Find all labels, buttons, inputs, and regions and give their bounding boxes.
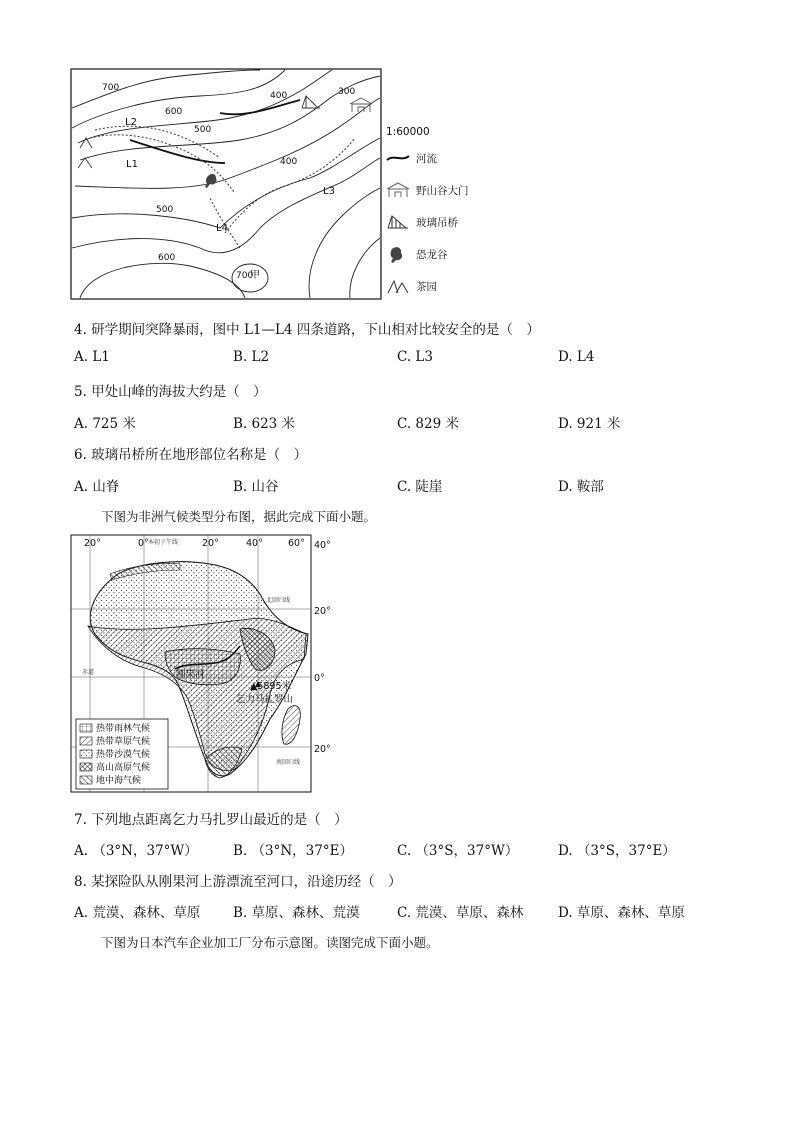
- q4-option-a[interactable]: A. L1: [74, 349, 110, 365]
- lat-label: 40°: [314, 540, 331, 551]
- river-icon: [386, 152, 410, 164]
- legend-savanna: 热带草原气候: [96, 737, 151, 747]
- contour-map: [70, 68, 382, 300]
- gate-icon: [386, 182, 410, 198]
- kilimanjaro-name: 乞力马扎罗山: [236, 694, 294, 705]
- route-label-L4: L4: [216, 223, 228, 234]
- legend-mediterranean: 地中海气候: [96, 776, 142, 786]
- q4-option-c[interactable]: C. L3: [397, 349, 433, 365]
- legend-item: 河流: [386, 148, 469, 168]
- lon-label: 60°: [288, 538, 305, 549]
- climate-legend: [76, 719, 168, 789]
- contour-label: 700: [102, 83, 120, 93]
- contour-label: 400: [270, 91, 288, 101]
- q4-option-b[interactable]: B. L2: [233, 349, 270, 365]
- q5-option-b[interactable]: B. 623 米: [233, 416, 296, 432]
- contour-label: 600: [165, 107, 183, 117]
- legend-highland: 高山高原气候: [96, 763, 151, 773]
- legend-rainforest: 热带雨林气候: [96, 724, 151, 734]
- question-6-stem: 6. 玻璃吊桥所在地形部位名称是（ ）: [74, 447, 308, 463]
- q8-option-b[interactable]: B. 草原、森林、荒漠: [233, 905, 360, 921]
- legend-item: 野山谷大门: [386, 180, 469, 200]
- legend-desert: 热带沙漠气候: [96, 750, 151, 760]
- question-8-stem: 8. 某探险队从刚果河上游漂流至河口，沿途历经（ ）: [74, 874, 402, 890]
- congo-river-label: 刚果河: [176, 669, 205, 680]
- prime-meridian-label: 本初子午线: [148, 539, 179, 546]
- q6-option-a[interactable]: A. 山脊: [74, 479, 120, 495]
- map1-legend: [386, 148, 469, 296]
- contour-label: 700: [236, 271, 254, 281]
- contour-label: 400: [280, 157, 298, 167]
- lon-label: 0°: [138, 538, 149, 549]
- contour-label: 300: [338, 87, 356, 97]
- lat-label: 20°: [314, 606, 331, 617]
- lon-label: 20°: [202, 538, 219, 549]
- africa-climate-map: [70, 534, 342, 794]
- question-7-stem: 7. 下列地点距离乞力马扎罗山最近的是（ ）: [74, 812, 348, 828]
- q4-option-d[interactable]: D. L4: [558, 349, 595, 365]
- lat-label: 20°: [314, 744, 331, 755]
- q8-option-a[interactable]: A. 荒漠、森林、草原: [74, 905, 201, 921]
- bridge-icon: [386, 214, 410, 230]
- legend-item: 茶园: [386, 276, 469, 296]
- peak-label: 甲: [250, 270, 260, 281]
- q5-option-d[interactable]: D. 921 米: [558, 416, 621, 432]
- route-label-L3: L3: [323, 186, 335, 197]
- intro-japan: 下图为日本汽车企业加工厂分布示意图。读图完成下面小题。: [101, 935, 439, 950]
- q5-option-a[interactable]: A. 725 米: [74, 416, 136, 432]
- tropic-capricorn-label: 南回归线: [276, 759, 301, 766]
- q6-option-d[interactable]: D. 鞍部: [558, 479, 604, 495]
- q7-option-c[interactable]: C. （3°S，37°W）: [397, 843, 519, 859]
- legend-item: 玻璃吊桥: [386, 212, 469, 232]
- lon-label: 40°: [246, 538, 263, 549]
- q8-option-d[interactable]: D. 草原、森林、草原: [558, 905, 685, 921]
- tea-icon: [386, 278, 410, 294]
- lon-label: 20°: [84, 538, 101, 549]
- map-scale: 1:60000: [386, 126, 430, 138]
- route-label-L2: L2: [125, 117, 137, 128]
- intro-africa: 下图为非洲气候类型分布图，据此完成下面小题。: [101, 509, 377, 524]
- q7-option-b[interactable]: B. （3°N，37°E）: [233, 843, 353, 859]
- kilimanjaro-height: ▲5895米: [250, 681, 291, 692]
- q5-option-c[interactable]: C. 829 米: [397, 416, 459, 432]
- contour-label: 600: [158, 253, 176, 263]
- equator-label: 赤道: [82, 669, 95, 676]
- question-5-stem: 5. 甲处山峰的海拔大约是（ ）: [74, 384, 267, 400]
- tropic-cancer-label: 北回归线: [266, 597, 291, 604]
- q8-option-c[interactable]: C. 荒漠、草原、森林: [397, 905, 524, 921]
- contour-label: 500: [194, 125, 212, 135]
- question-4-stem: 4. 研学期间突降暴雨，图中 L1—L4 四条道路，下山相对比较安全的是（ ）: [74, 322, 540, 338]
- route-label-L1: L1: [126, 159, 138, 170]
- q6-option-b[interactable]: B. 山谷: [233, 479, 279, 495]
- q7-option-a[interactable]: A. （3°N，37°W）: [74, 843, 198, 859]
- contour-label: 500: [156, 205, 174, 215]
- lat-label: 0°: [314, 673, 325, 684]
- dinosaur-icon: [386, 245, 410, 263]
- q6-option-c[interactable]: C. 陡崖: [397, 479, 443, 495]
- legend-item: 恐龙谷: [386, 244, 469, 264]
- q7-option-d[interactable]: D. （3°S，37°E）: [558, 843, 676, 859]
